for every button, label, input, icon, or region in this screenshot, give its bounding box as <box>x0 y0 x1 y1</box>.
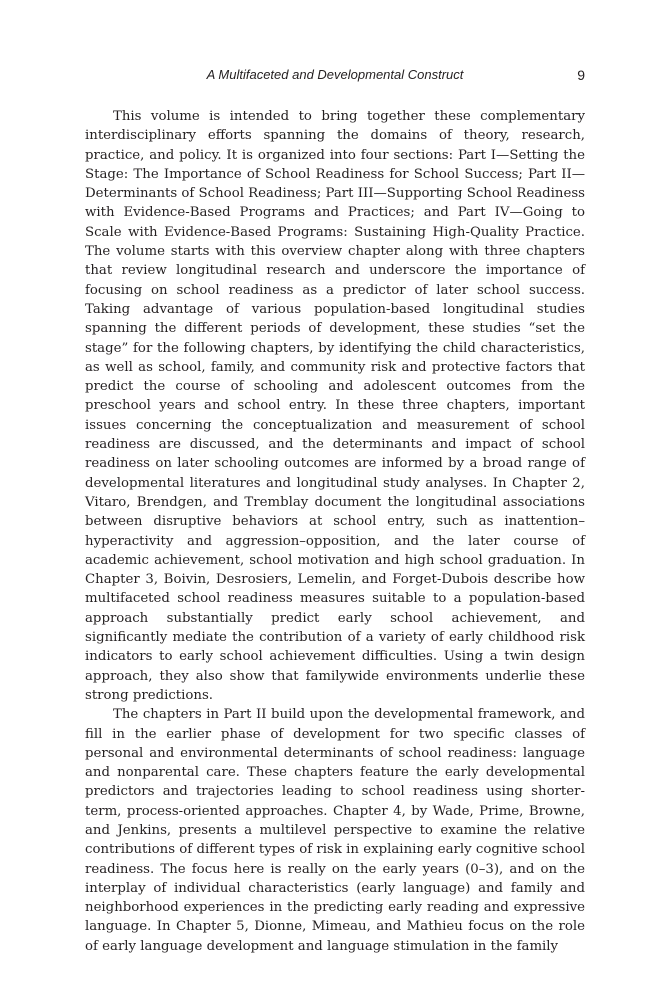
running-header <box>85 66 585 84</box>
paragraph-2: The chapters in Part II build upon the developmental framework, and fill in the earlier phase of development for two specific classes of personal and environmental determinants of school readiness: language and nonparental care. These chapters feature the early developmental predictors and trajectories leading to school readiness using shorter-term, process-oriented approaches. Chapter 4, by Wade, Prime, Browne, and Jenkins, presents a multilevel perspective to examine the relative contributions of different types of risk in explaining early cognitive school readiness. The focus here is really on the early years (0–3), and on the interplay of individual characteristics (early language) and family and neighborhood experiences in the predicting early reading and expressive language. In Chapter 5, Dionne, Mimeau, and Mathieu focus on the role of early language development and language stimulation in the family <box>85 707 585 954</box>
body-text <box>85 107 585 956</box>
page-number: 9 <box>577 67 585 83</box>
paragraph-1: This volume is intended to bring together these complementary interdisciplinary efforts spanning the domains of theory, research, practice, and policy. It is organized into four sections: Part I—Setting the Stage: The Importance of School Readiness for School Success; Part II—Determinants of School Readiness; Part III—Supporting School Readiness with Evidence-Based Programs and Practices; and Part IV—Going to Scale with Evidence-Based Programs: Sustaining High-Quality Practice. The volume starts with this overview chapter along with three chapters that review longitudinal research and underscore the importance of focusing on school readiness as a predictor of later school success. Taking advantage of various population-based longitudinal studies spanning the different periods of development, these studies “set the stage” for the following chapters, by identifying the child characteristics, as well as school, family, and community risk and protective factors that predict the course of schooling and adolescent outcomes from the preschool years and school entry. In these three chapters, important issues concerning the conceptualization and measurement of school readiness are discussed, and the determinants and impact of school readiness on later schooling outcomes are informed by a broad range of developmental literatures and longitudinal study analyses. In Chapter 2, Vitaro, Brendgen, and Tremblay document the longitudinal associations between disruptive behaviors at school entry, such as inattention–hyperactivity and aggression–opposition, and the later course of academic achievement, school motivation and high school graduation. In Chapter 3, Boivin, Desrosiers, Lemelin, and Forget-Dubois describe how multifaceted school readiness measures suitable to a population-based approach substantially predict early school achievement, and significantly mediate the contribution of a variety of early childhood risk indicators to early school achievement difficulties. Using a twin design approach, they also show that familywide environments underlie these strong predictions. <box>85 109 586 703</box>
running-title: A Multifaceted and Developmental Construct <box>206 67 464 82</box>
